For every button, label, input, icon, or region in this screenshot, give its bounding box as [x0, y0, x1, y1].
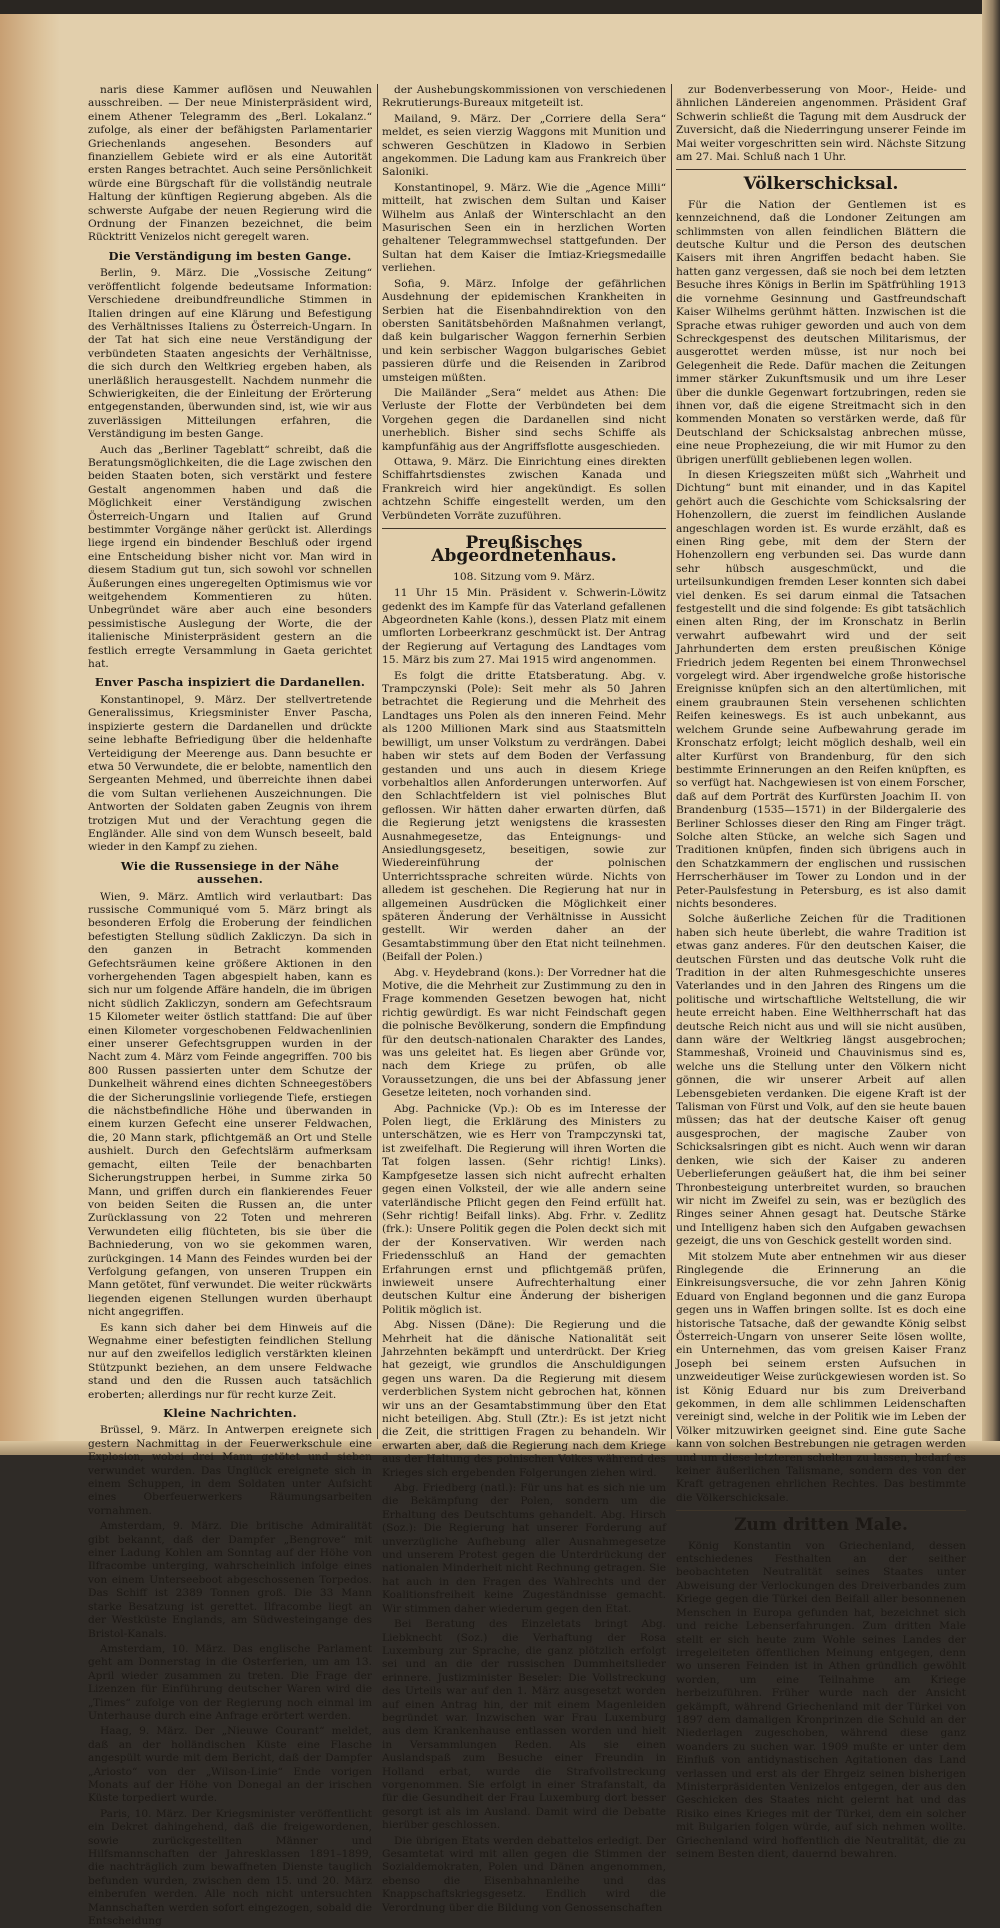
news-item: Amsterdam, 9. März. Die britische Admiralität gibt bekannt, daß der Dampfer „Bengrove“ mit einer Ladung Kohlen am Sonntag auf der Höhe von Ilfracombe unterging, wahrscheinlich infolge eines von einem Unterseeboot abgeschossenen Torpedos. Das Schiff ist 2389 Tonnen groß. Die 33 Mann starke Besatzung ist gerettet. Ilfracombe liegt an der Westküste Englands, am Südwesteingange des Bristol-Kanals. [88, 1520, 372, 1640]
news-item: Sofia, 9. März. Infolge der gefährlichen Ausdehnung der epidemischen Krankheiten in Serbien hat die Eisenbahndirektion von den obersten Sanitätsbehörden Maßnahmen verlangt, daß kein bulgarischer Waggon fernerhin Serbien und kein serbischer Waggon bulgarisches Gebiet passieren dürfe und die Reisenden in Zaribrod umsteigen müßten. [382, 277, 666, 384]
page-binding-edge [982, 0, 1000, 1455]
news-item: Amsterdam, 10. März. Das englische Parlament geht am Donnerstag in die Osterferien, um am 13. April wieder zusammen zu treten. Die Frage der Lizenzen für Einführung deutscher Waren wird die „Times“ zufolge von der Regierung noch einmal im Unterhause durch eine Anfrage erörtert werden. [88, 1642, 372, 1722]
article-paragraph: naris diese Kammer auflösen und Neuwahlen ausschreiben. — Der neue Ministerpräsident wird, einem Athener Telegramm des „Berl. Lokalanz.“ zufolge, als einer der befähigsten Parlamentarier Griechenlands angesehen. Besonders auf finanziellem Gebiete wird er als eine Autorität ersten Ranges betrachtet. Auch seine Persönlichkeit würde eine Bürgschaft für die vollständig neutrale Haltung der künftigen Regierung abgeben. Als die schwerste Aufgabe der neuen Regierung wird die Ordnung der Finanzen bezeichnet, die beim Rücktritt Venizelos nicht geregelt waren. [88, 84, 372, 244]
article-paragraph: Es kann sich daher bei dem Hinweis auf die Wegnahme einer befestigten feindlichen Stellung nur auf den zweifellos lediglich verstärkten kleinen Stützpunkt beziehen, an dem unsere Feldwache stand und den die Russen auch tatsächlich eroberten; allerdings nur für recht kurze Zeit. [88, 1321, 372, 1401]
article-paragraph: Abg. Pachnicke (Vp.): Ob es im Interesse der Polen liegt, die Erklärung des Ministers zu unterschätzen, wie es Herr von Trampczynski tat, ist zweifelhaft. Die Regierung will ihren Worten die Tat folgen lassen. (Sehr richtig! Links). Kampfgesetze lassen sich nicht aufrecht erhalten gegen einen Volksteil, der wie alle andern seine vaterländische Pflicht gegen den Feind erfüllt hat. (Sehr richtig! Beifall links). Abg. Frhr. v. Zedlitz (frk.): Unsere Politik gegen die Polen deckt sich mit der der Konservativen. Wir werden nach Friedensschluß an Hand der gemachten Erfahrungen ernst und pflichtgemäß prüfen, inwieweit unsere Aufrechterhaltung einer deutschen Kultur eine Änderung der bisherigen Politik möglich ist. [382, 1102, 666, 1316]
section-title: Völkerschicksal. [743, 174, 899, 195]
section-title: Preußisches Abgeordnetenhaus. [431, 533, 617, 567]
article-paragraph: 11 Uhr 15 Min. Präsident v. Schwerin-Löwitz gedenkt des im Kampfe für das Vaterland gefallenen Abgeordneten Kahle (kons.), dessen Platz mit einem umflorten Lorbeerkranz geschmückt ist. Der Antrag der Regierung auf Vertagung des Landtages vom 15. März bis zum 27. Mai 1915 wird angenommen. [382, 587, 666, 667]
section-rule [676, 1510, 966, 1511]
news-item: Konstantinopel, 9. März. Wie die „Agence Milli“ mitteilt, hat zwischen dem Sultan und Kaiser Wilhelm aus Anlaß der Winterschlacht an den Masurischen Seen ein in herzlichen Worten gehaltener Telegrammwechsel stattgefunden. Der Sultan hat dem Kaiser die Imtiaz-Kriegsmedaille verliehen. [382, 181, 666, 275]
column-divider [377, 84, 378, 1439]
article-paragraph: zur Bodenverbesserung von Moor-, Heide- und ähnlichen Ländereien angenommen. Präsident Graf Schwerin schließt die Tagung mit dem Ausdruck der Zuversicht, daß die Niederringung unserer Feinde im Mai weiter vorgeschritten sein wird. Nächste Sitzung am 27. Mai. Schluß nach 1 Uhr. [676, 84, 966, 164]
article-paragraph: Abg. v. Heydebrand (kons.): Der Vorredner hat die Motive, die die Mehrheit zur Zustimmung zu den in Frage kommenden Gesetzen bewogen hat, nicht richtig gewürdigt. Es war nicht Feindschaft gegen die polnische Bevölkerung, sondern die Empfindung für den deutsch-nationalen Charakter des Landes, was uns geleitet hat. Es liegen aber Gründe vor, nach dem Kriege zu prüfen, ob alle Voraussetzungen, die uns bei der Abfassung jener Gesetze leiteten, noch vorhanden sind. [382, 966, 666, 1100]
column-divider [671, 84, 672, 1439]
article-paragraph: Konstantinopel, 9. März. Der stellvertretende Generalissimus, Kriegsminister Enver Pascha, inspizierte gestern die Dardanellen und drückte seine lebhafte Befriedigung über die heldenhafte Verteidigung der Meerenge aus. Dann besuchte er etwa 50 Verwundete, die er belobte, namentlich den Sergeanten Mehmed, und überreichte ihnen dabei die vom Sultan verliehenen Auszeichnungen. Die Antworten der Soldaten gaben Zeugnis von ihrem trotzigen Mut und der Verachtung gegen die Engländer. Alle sind von dem Wunsch beseelt, bald wieder in den Kampf zu ziehen. [88, 693, 372, 854]
column-3 [676, 84, 966, 1860]
news-item: Haag, 9. März. Der „Nieuwe Courant“ meldet, daß an der holländischen Küste eine Flasche angespült wurde mit dem Bericht, daß der Dampfer „Ariosto“ von der „Wilson-Linie“ Ende vorigen Monats auf der Höhe von Donegal an der irischen Küste torpediert wurde. [88, 1725, 372, 1805]
page-left-shadow [0, 0, 60, 1455]
article-heading: Die Verständigung im besten Gange. [108, 248, 352, 263]
section-rule [382, 528, 666, 529]
column-1 [88, 84, 372, 1928]
article-paragraph: Wien, 9. März. Amtlich wird verlautbart: Das russische Communiqué vom 5. März bringt als besonderen Erfolg die Eroberung der feindlichen befestigten Stellung südlich Zakliczyn. Da sich in den ganzen in Betracht kommenden Gefechtsräumen keine größere Aktionen in den vorhergehenden Tagen abgespielt haben, kann es sich nur um folgende Affäre handeln, die im übrigen nicht südlich Zakliczyn, sondern am Gefechtsraum 15 Kilometer weiter östlich stattfand: Die auf über einen Kilometer vorgeschobenen Feldwachenlinien einer unserer Gefechtsgruppen wurden in der Nacht zum 4. März vom Feinde angegriffen. 700 bis 800 Russen passierten unter dem Schutze der Dunkelheit während eines dichten Schneegestöbers die der Sicherungslinie vorliegende Tiefe, erstiegen die nächstbefindliche Höhe und überwanden in einem kurzen Gefecht eine unserer Feldwachen, die, 20 Mann stark, pflichtgemäß an Ort und Stelle aushielt. Durch den Gefechtslärm aufmerksam gemacht, eilten Teile der benachbarten Sicherungstruppen herbei, in Summe zirka 50 Mann, und griffen durch ein flankierendes Feuer von beiden Seiten die Russen an, die unter Zurücklassung von 22 Toten und mehreren Verwundeten eilig flüchteten, bis sie über die Bachniederung, von wo sie gekommen waren, zurückgingen. 14 Mann des Feindes wurden bei der Verfolgung gefangen, von unseren Truppen ein Mann getötet, fünf verwundet. Die weiter rückwärts liegenden eigenen Stellungen wurden überhaupt nicht angegriffen. [88, 890, 372, 1319]
scan-top-edge [0, 0, 1000, 14]
section-heading: Kleine Nachrichten. [163, 1406, 297, 1420]
article-paragraph: Abg. Nissen (Däne): Die Regierung und die Mehrheit hat die dänische Nationalität seit Jahrzehnten bekämpft und unterdrückt. Der Krieg hat gezeigt, wie grundlos die Anschuldigungen gegen uns waren. Da die Regierung mit diesem verderblichen System nicht gebrochen hat, können wir uns an der Gesamtabstimmung über den Etat nicht beteiligen. Abg. Stull (Ztr.): Es ist jetzt nicht die Zeit, die strittigen Fragen zu behandeln. Wir erwarten aber, daß die Regierung nach dem Kriege aus der Haltung des polnischen Volkes während des Krieges sich ergebenden Folgerungen ziehen wird. [382, 1319, 666, 1479]
news-item: Ottawa, 9. März. Die Einrichtung eines direkten Schiffahrtsdienstes zwischen Kanada und Frankreich wird hier angekündigt. Es sollen achtzehn Schiffe eingestellt werden, um den Verbündeten Vorräte zuzuführen. [382, 455, 666, 522]
news-item: Die Mailänder „Sera“ meldet aus Athen: Die Verluste der Flotte der Verbündeten bei dem Vorgehen gegen die Dardanellen sind nicht unerheblich. Bisher sind sechs Schiffe als kampfunfähig aus der Angriffsflotte ausgeschieden. [382, 386, 666, 453]
news-item: Brüssel, 9. März. In Antwerpen ereignete sich gestern Nachmittag in der Feuerwerkschule eine Explosion, wobei drei Mann getötet und sieben verwundet wurden. Das Unglück ereignete sich in einem Schuppen, in dem Soldaten unter Aufsicht eines Oberfeuerwerkers Räumungsarbeiten vornahmen. [88, 1424, 372, 1517]
article-paragraph: Bei Beratung des Einzeletats bringt Abg. Liebknecht (Soz.) die Verhaftung der Rosa Luxemburg zur Sprache, die ganz plötzlich erfolgt sei und an die der russischen Dummheitslieder erinnere. Justizminister Beseler: Die Vollstreckung des Urteils war auf den 1. März ausgesetzt worden auf einen Antrag hin, der mit einem Magenleiden begründet war. Inzwischen war Frau Luxemburg aus dem Krankenhause entlassen worden und hielt in Versammlungen Reden. Als sie einen Auslandspaß zum Besuche einer Freundin in Holland erbat, wurde die Strafvollstreckung vorgenommen. Sie erfolgt in einer Strafanstalt, da für die Gesundheit der Frau Luxemburg dort besser gesorgt ist als im Ausland. Damit wird die Debatte hierüber geschlossen. [382, 1618, 666, 1832]
article-paragraph: Es folgt die dritte Etatsberatung. Abg. v. Trampczynski (Pole): Seit mehr als 50 Jahren betrachtet die Regierung und die Mehrheit des Landtages uns Polen als den inneren Feind. Mehr als 1200 Millionen Mark sind aus Staatsmitteln bewilligt, um unser Volkstum zu verdrängen. Dabei haben wir stets auf dem Boden der Verfassung gestanden und uns auch in diesem Kriege vorbehaltlos allen Anforderungen unterworfen. Auf den Schlachtfeldern ist viel polnisches Blut geflossen. Wir hätten daher erwarten dürfen, daß die Regierung jetzt wenigstens die krassesten Ausnahmegesetze, das Enteignungs- und Ansiedlungsgesetz, beseitigen, sowie zur Wiedereinführung der polnischen Unterrichtssprache schreiten würde. Nichts von alledem ist geschehen. Die Regierung hat nur in allgemeinen Ausdrücken die Möglichkeit einer späteren Änderung der Verhältnisse in Aussicht gestellt. Wir werden daher an der Gesamtabstimmung über den Etat nicht teilnehmen. (Beifall der Polen.) [382, 669, 666, 964]
session-subtitle: 108. Sitzung vom 9. März. [453, 570, 595, 583]
article-paragraph: Die übrigen Etats werden debattelos erledigt. Der Gesamtetat wird mit allen gegen die Stimmen der Sozialdemokraten, Polen und Dänen angenommen, ebenso die Eisenbahnanleihe und das Knappschaftskriegsgesetz. Endlich wird die Verordnung über die Bildung von Genossenschaften [382, 1834, 666, 1914]
article-paragraph: Abg. Friedberg (natl.): Für uns hat es sich nie um die Bekämpfung der Polen, sondern um die Erhaltung des Deutschtums gehandelt. Abg. Hirsch (Soz.): Die Regierung hat unserer Forderung auf unverzügliche Aufhebung aller Ausnahmegesetze und unserem Protest gegen die Unterdrückung der nationalen Minderheit nicht Rechnung getragen. Sie hat auch in den Fragen des Wahlrechts und der Koalitionsfreiheit keine Zugeständnisse gemacht. Wir stimmen daher wiederum gegen den Etat. [382, 1482, 666, 1615]
article-paragraph: In diesen Kriegszeiten müßt sich „Wahrheit und Dichtung“ bunt mit einander, und in das Kapitel gehört auch die Geschichte vom Schicksalsring der Hohenzollern, die zuerst im feindlichen Auslande angeschlagen worden ist. Es wurde erzählt, daß es einen Ring gebe, mit dem der Stern der Hohenzollern eng verbunden sei. Das wurde dann sehr hübsch ausgeschmückt, und die urteilsunkundigen fremden Leser konnten sich dabei viel denken. Es sei darum einmal die Tatsachen festgestellt und die sind folgende: Es gibt tatsächlich einen alten Ring, der im Kronschatz in Berlin verwahrt aufbewahrt wird und der seit Jahrhunderten dem ersten preußischen Könige Friedrich jedem Regenten bei einem Thronwechsel vorgelegt wird. Aber irgendwelche große historische Ereignisse knüpfen sich an den altertümlichen, mit einem graubraunen Stein versehenen schlichten Reifen keineswegs. Es ist auch unbekannt, aus welchem Grunde seine Aufbewahrung gerade im Kronschatz erfolgt; leicht möglich deshalb, weil ein alter Kurfürst von Brandenburg, für den sich bestimmte Erinnerungen an den Reifen knüpften, es so verfügt hat. Nachgewiesen ist von einem Forscher, daß auf dem Porträt des Kurfürsten Joachim II. von Brandenburg (1535—1571) in der Bildergalerie des Berliner Schlosses dieser den Ring am Finger trägt. Solche alten Stücke, an welche sich Sagen und Traditionen knüpfen, finden sich übrigens auch in den Schatzkammern der englischen und russischen Herrscherhäuser im Tower zu London und in der Peter-Paulsfestung in Petersburg, es ist also damit nichts besonderes. [676, 468, 966, 910]
article-paragraph: der Aushebungskommissionen von verschiedenen Rekrutierungs-Bureaux mitgeteilt ist. [382, 84, 666, 110]
article-heading: Enver Pascha inspiziert die Dardanellen. [94, 675, 366, 690]
news-item: Mailand, 9. März. Der „Corriere della Sera“ meldet, es seien vierzig Waggons mit Munition und schweren Geschützen in Kladowo in Serbien angekommen. Die Ladung kam aus Frankreich über Saloniki. [382, 112, 666, 179]
article-paragraph: Auch das „Berliner Tageblatt“ schreibt, daß die Beratungsmöglichkeiten, die die Lage zwischen den beiden Staaten boten, sich verstärkt und festere Gestalt angenommen haben und daß die Möglichkeit einer Verständigung zwischen Österreich-Ungarn und Italien auf Grund bestimmter Vorgänge näher gerückt ist. Allerdings liege irgend ein bindender Beschluß oder irgend eine Entscheidung bisher nicht vor. Man wird in diesem Stadium gut tun, sich sowohl vor schnellen Äußerungen eines ungeregelten Optimismus wie vor weitgehendem Kommentieren zu hüten. Unbegründet wäre aber auch eine besonders pessimistische Auslegung der Worte, die der italienische Ministerpräsident gestern an die festlich erregte Versammlung in Gaeta gerichtet hat. [88, 443, 372, 671]
column-2 [382, 84, 666, 1914]
section-rule [676, 169, 966, 170]
article-paragraph: Solche äußerliche Zeichen für die Traditionen haben sich heute überlebt, die wahre Tradition ist etwas ganz anderes. Für den deutschen Kaiser, die deutschen Fürsten und das deutsche Volk ruht die Tradition in der alten Ruhmesgeschichte unseres Vaterlandes und in den Jahren des Ringens um die politische und wirtschaftliche Weltstellung, die wir heute erreicht haben. Eine Welthherrschaft hat das deutsche Reich nicht aus und will sie nicht ausüben, dann wäre der Weltkrieg längst ausgebrochen; Stammeshaß, Vroineid und Chauvinismus sind es, welche uns die Stellung unter den Völkern nicht gönnen, die wir unserer Arbeit auf allen Lebensgebieten verdanken. Die eigene Kraft ist der Talisman von Fürst und Volk, auf den sie heute bauen müssen; das hat der deutsche Kaiser oft genug ausgesprochen, der magische Zauber von Schicksalsringen gibt es nicht. Auch wenn wir daran denken, wie sich der Kaiser zu anderen Ueberlieferungen geäußert hat, die ihm bei seiner Thronbesteigung unterbreitet wurden, so brauchen wir nicht im Zweifel zu sein, was er bezüglich des Ringes seiner Ahnen gesagt hat. Deutsche Stärke und Intelligenz haben sich den Aufgaben gewachsen gezeigt, die uns von Geschick gestellt worden sind. [676, 913, 966, 1248]
article-heading: Wie die Russensiege in der Nähe aussehen. [120, 858, 340, 887]
article-paragraph: Für die Nation der Gentlemen ist es kennzeichnend, daß die Londoner Zeitungen am schlimmsten von allen feindlichen Blättern die deutsche Kultur und die Person des deutschen Kaisers mit ihren Angriffen bedacht haben. Sie hatten ganz vergessen, daß sie noch bei dem letzten Besuche ihres Königs in Berlin im Spätfrühling 1913 die vornehme Gesinnung und Gastfreundschaft Kaiser Wilhelms gerühmt hätten. Inzwischen ist die Sprache etwas ruhiger geworden und auch von dem Schreckgespenst des deutschen Militarismus, der ausgerottet werden müsse, ist nur noch bei Gelegenheit die Rede. Dafür machen die Zeitungen immer stärker Zukunftsmusik und um ihre Leser über die dunkle Gegenwart fortzubringen, reden sie ihnen vor, daß die eigene Streitmacht sich in den kommenden Monaten so verstärken werde, daß für Deutschland der Schicksalstag anbrechen müsse, eine neue Prophezeiung, die wir mit Humor zu den übrigen unerfüllt gebliebenen legen wollen. [676, 198, 966, 466]
article-paragraph: Mit stolzem Mute aber entnehmen wir aus dieser Ringlegende die Erinnerung an die Einkreisungsversuche, die vor zehn Jahren König Eduard von England begonnen und die ganz Europa gegen uns in Waffen bringen sollte. Ist es doch eine historische Tatsache, daß der gewandte König selbst Österreich-Ungarn von unserer Seite lösen wollte, ein Unternehmen, das vom greisen Kaiser Franz Joseph bei seinem ersten Aufsuchen in unzweideutiger Weise zurückgewiesen worden ist. So ist König Eduard nur bis zum Dreiverband gekommen, in dem alle schlimmen Leidenschaften vereinigt sind, welche in der Politik wie im Leben der Völker mitzuwirken geeignet sind. Eine gute Sache kann von solchen Bestrebungen nie getragen werden und um diese letzteren schelten zu lassen, bedarf es keiner äußerlichen Talismane, sondern des von der Kraft getragenen ehrlichen Rechtes. Das bestimmte die Völkerschicksale. [676, 1250, 966, 1504]
news-item: Paris, 10. März. Der Kriegsminister veröffentlicht ein Dekret dahingehend, daß die freigewordenen, sowie zurückgestellten Männer und Hilfsmannschaften der Jahresklassen 1891–1899, die nachträglich zum bewaffneten Dienste tauglich befunden wurden, zwischen dem 15. und 20. März einberufen werden. Alle noch nicht untersuchten Mannschaften werden sofort eingezogen, sobald die Entscheidung [88, 1807, 372, 1928]
article-paragraph: König Konstantin von Griechenland, dessen entschiedenes Festhalten an der seither beobachteten Neutralität seines Staates unter Abweisung der Verlockungen des Dreiverbandes zum Kriege gegen die Türkei den Beifall aller besonnenen Menschen in Europa gefunden hat, bezeichnet sich und reiche Lebenserfahrungen. Zum dritten Male stellt er sich heute zum Wohle seines Landes der irregeleiteten öffentlichen Meinung entgegen, denn wo unseren Feinden ist in Athen gründlich gewöhlt worden, um eine Teilnahme am Kriege herbeizuführen. Früher wurde nach der Ansicht gekämpft, während Griechenland mit der Türkei von 1897 dem damaligen Kronprinzen die Schuld an der Niederlagen zugeschoben, während diese ganz woanders zu suchen war. 1909 mußte er unter dem Einfluß von antidynastischen Agitationen das Land verlassen und erst als der Ehrgeiz seinen bisherigen Ministerpräsidenten Venizelos entgegen, der aus den Geschicken des Staates nicht gelernt hat und das Risiko eines Krieges mit der Türkei, dem ein solcher mit Bulgarien folgen würde, auf sich nehmen wollte. Griechenland wird hoffentlich die Neutralität, die zu seinem Besten dient, dauernd bewahren. [676, 1539, 966, 1860]
article-paragraph: Berlin, 9. März. Die „Vossische Zeitung“ veröffentlicht folgende bedeutsame Information: Verschiedene dreibundfreundliche Stimmen in Italien dringen auf eine Klärung und Befestigung des Verhältnisses Italiens zu Österreich-Ungarn. In der Tat hat sich eine neue Verständigung der verbündeten Staaten angesichts der Verhältnisse, die sich durch den Weltkrieg ergeben haben, als unerläßlich herausgestellt. Nachdem nunmehr die Schwierigkeiten, die der Einleitung der Erörterung entgegenstanden, überwunden sind, ist, wie wir aus zuverlässigen Mitteilungen erfahren, die Verständigung im besten Gange. [88, 267, 372, 441]
section-title: Zum dritten Male. [734, 1515, 908, 1536]
